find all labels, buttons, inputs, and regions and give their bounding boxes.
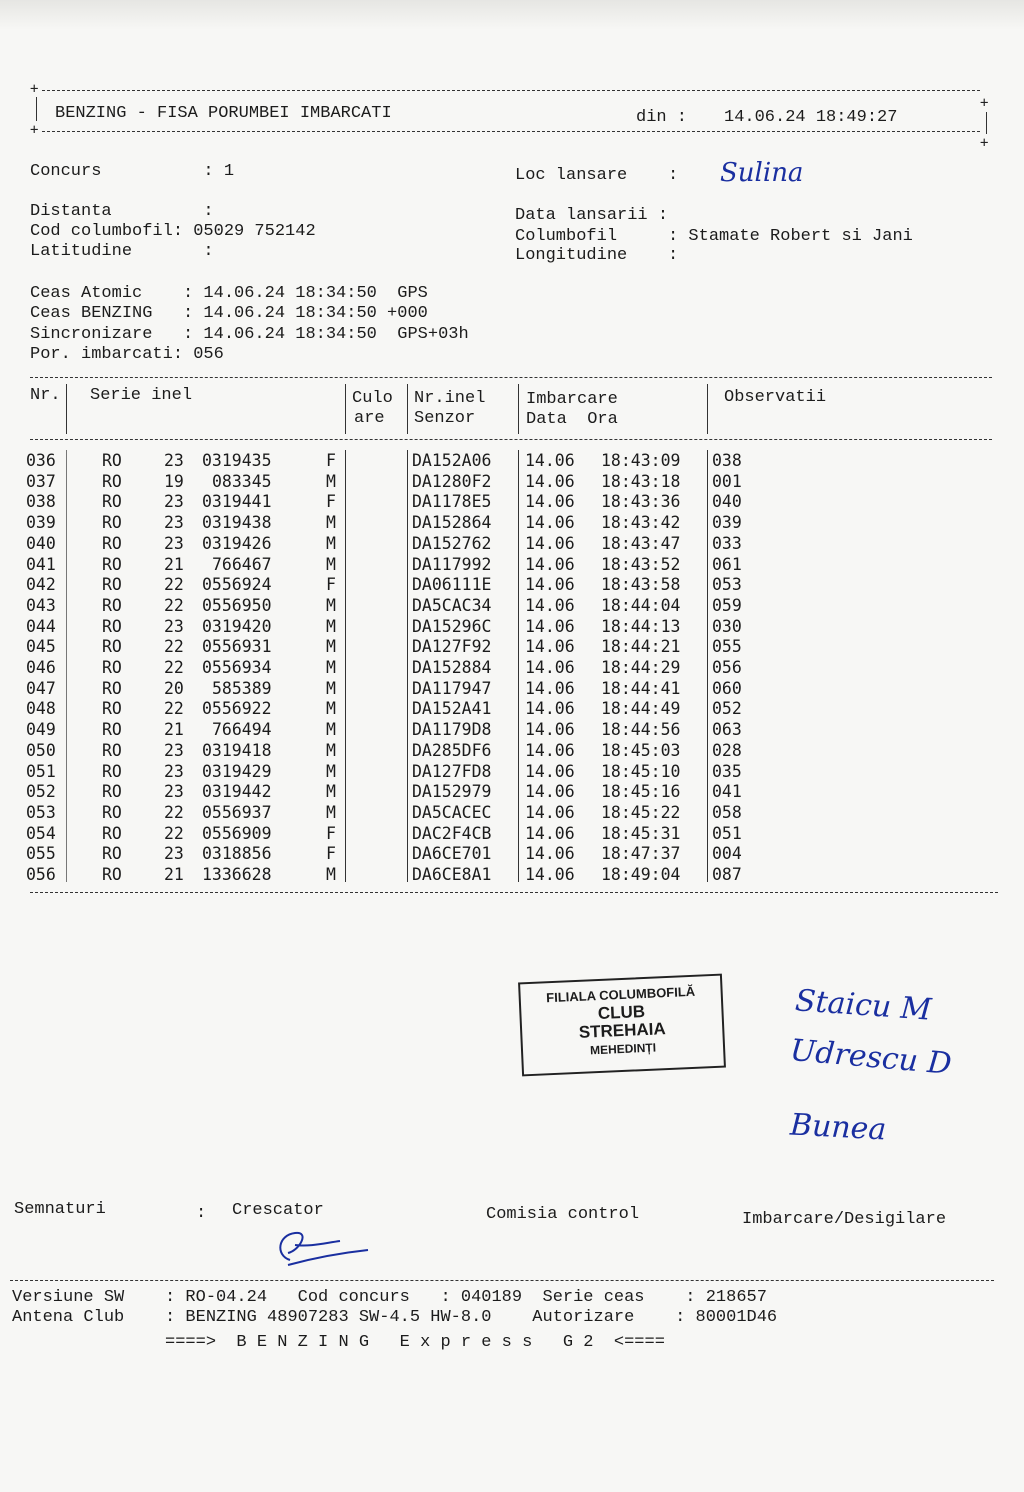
table-row	[0, 720, 1024, 740]
row-sex: M	[326, 720, 336, 740]
table-row	[0, 658, 1024, 678]
row-sensor-ring: DA127F92	[412, 637, 492, 657]
stamp-line-2: CLUB	[597, 1001, 646, 1024]
row-observation: 059	[712, 595, 742, 615]
table-row	[0, 617, 1024, 637]
table-row	[0, 844, 1024, 864]
row-boarding-time: 18:45:03	[601, 740, 681, 760]
row-year: 22	[164, 658, 184, 677]
ceas-benzing-field: Ceas BENZING : 14.06.24 18:34:50 +000	[30, 304, 428, 323]
row-ring-number: 0319441	[202, 492, 272, 512]
row-ring-number: 0556931	[202, 637, 272, 657]
row-boarding-date: 14.06	[525, 658, 575, 677]
row-country: RO	[102, 637, 122, 657]
row-sex: M	[326, 513, 336, 533]
row-country: RO	[102, 865, 122, 884]
row-country: RO	[102, 575, 122, 595]
row-nr: 053	[26, 802, 56, 822]
row-boarding-date: 14.06	[525, 823, 575, 843]
row-ring-number: 0319420	[202, 616, 272, 636]
row-observation: 039	[712, 513, 742, 533]
row-ring-number: 0556950	[202, 595, 272, 615]
latitudine-field: Latitudine :	[30, 242, 214, 261]
col-nrinel-header-2: Senzor	[414, 409, 476, 428]
row-sensor-ring: DA152A41	[412, 699, 492, 719]
row-sensor-ring: DA285DF6	[412, 740, 492, 760]
row-sex: M	[326, 740, 336, 760]
row-sensor-ring: DAC2F4CB	[412, 823, 492, 843]
table-row	[0, 555, 1024, 575]
por-imbarcati-field: Por. imbarcati: 056	[30, 345, 224, 364]
stamp-line-3: STREHAIA	[578, 1019, 667, 1042]
table-row	[0, 762, 1024, 782]
row-nr: 043	[26, 595, 56, 615]
ceas-atomic-field: Ceas Atomic : 14.06.24 18:34:50 GPS	[30, 284, 428, 303]
table-row	[0, 699, 1024, 719]
row-nr: 045	[26, 637, 56, 657]
distanta-field: Distanta :	[30, 202, 214, 221]
row-year: 23	[164, 513, 184, 533]
loc-lansare-label: Loc lansare :	[515, 166, 679, 185]
row-sensor-ring: DA15296C	[412, 616, 492, 636]
col-nr-header: Nr.	[30, 386, 61, 405]
concurs-field: Concurs : 1	[30, 162, 235, 181]
row-sensor-ring: DA152762	[412, 533, 492, 553]
row-sensor-ring: DA127FD8	[412, 761, 492, 781]
row-boarding-time: 18:44:04	[601, 595, 681, 615]
row-nr: 048	[26, 699, 56, 719]
row-sensor-ring: DA152864	[412, 513, 492, 533]
row-sex: M	[326, 699, 336, 719]
row-boarding-date: 14.06	[525, 740, 575, 760]
row-boarding-date: 14.06	[525, 844, 575, 864]
signature-udrescu: Udrescu D	[788, 1033, 953, 1082]
row-nr: 041	[26, 554, 56, 574]
row-boarding-time: 18:43:09	[601, 451, 681, 470]
row-observation: 087	[712, 865, 742, 884]
row-country: RO	[102, 595, 122, 615]
row-nr: 054	[26, 823, 56, 843]
row-ring-number: 1336628	[202, 865, 272, 884]
row-boarding-time: 18:49:04	[601, 865, 681, 884]
row-sensor-ring: DA5CAC34	[412, 595, 492, 615]
row-nr: 037	[26, 471, 56, 491]
row-observation: 030	[712, 616, 742, 636]
row-ring-number: 766494	[212, 720, 272, 740]
row-boarding-time: 18:47:37	[601, 844, 681, 864]
row-ring-number: 0319435	[202, 451, 272, 470]
row-ring-number: 0319438	[202, 513, 272, 533]
crescator-label: Crescator	[232, 1201, 324, 1220]
col-imbarcare-header-1: Imbarcare	[526, 390, 618, 409]
date-label: din :	[636, 108, 688, 127]
row-ring-number: 0556937	[202, 802, 272, 822]
row-nr: 056	[26, 865, 56, 884]
row-year: 22	[164, 802, 184, 822]
page-title: BENZING - FISA PORUMBEI IMBARCATI	[55, 104, 392, 123]
row-sex: F	[326, 823, 336, 843]
row-boarding-time: 18:43:58	[601, 575, 681, 595]
row-boarding-date: 14.06	[525, 699, 575, 719]
row-boarding-date: 14.06	[525, 720, 575, 740]
print-date: 14.06.24 18:49:27	[724, 108, 898, 127]
table-row	[0, 596, 1024, 616]
row-sex: M	[326, 865, 336, 884]
row-nr: 055	[26, 844, 56, 864]
row-sex: M	[326, 658, 336, 677]
row-country: RO	[102, 802, 122, 822]
stamp-line-1: FILIALA COLUMBOFILĂ	[545, 983, 696, 1006]
row-ring-number: 0319442	[202, 782, 272, 802]
row-year: 19	[164, 471, 184, 491]
table-row	[0, 472, 1024, 492]
row-sex: F	[326, 575, 336, 595]
row-observation: 035	[712, 761, 742, 781]
row-year: 23	[164, 761, 184, 781]
row-boarding-date: 14.06	[525, 761, 575, 781]
row-boarding-date: 14.06	[525, 471, 575, 491]
row-nr: 047	[26, 678, 56, 698]
col-culoare-header-2: are	[354, 409, 385, 428]
comisia-label: Comisia control	[486, 1205, 640, 1224]
row-observation: 058	[712, 802, 742, 822]
row-country: RO	[102, 782, 122, 802]
row-observation: 053	[712, 575, 742, 595]
row-year: 23	[164, 782, 184, 802]
row-boarding-date: 14.06	[525, 492, 575, 512]
row-year: 20	[164, 678, 184, 698]
row-ring-number: 083345	[212, 471, 272, 491]
table-row	[0, 637, 1024, 657]
row-nr: 036	[26, 451, 56, 470]
col-culoare-header-1: Culo	[352, 389, 393, 408]
row-country: RO	[102, 761, 122, 781]
row-boarding-date: 14.06	[525, 533, 575, 553]
row-country: RO	[102, 658, 122, 677]
row-sex: M	[326, 782, 336, 802]
longitudine-field: Longitudine :	[515, 246, 679, 265]
row-country: RO	[102, 492, 122, 512]
row-boarding-date: 14.06	[525, 595, 575, 615]
table-row	[0, 782, 1024, 802]
row-boarding-date: 14.06	[525, 554, 575, 574]
row-country: RO	[102, 616, 122, 636]
crescator-signature	[270, 1215, 380, 1275]
table-row	[0, 803, 1024, 823]
row-nr: 051	[26, 761, 56, 781]
row-boarding-time: 18:45:16	[601, 782, 681, 802]
row-boarding-date: 14.06	[525, 865, 575, 884]
row-observation: 038	[712, 451, 742, 470]
table-row	[0, 451, 1024, 471]
footer-antena: Antena Club : BENZING 48907283 SW-4.5 HW-8.0 Autorizare : 80001D46	[12, 1308, 778, 1327]
row-ring-number: 0319426	[202, 533, 272, 553]
row-sensor-ring: DA117947	[412, 678, 492, 698]
row-sensor-ring: DA1280F2	[412, 471, 492, 491]
data-lansarii-field: Data lansarii :	[515, 206, 669, 225]
row-sex: F	[326, 844, 336, 864]
row-boarding-time: 18:43:18	[601, 471, 681, 491]
row-boarding-date: 14.06	[525, 616, 575, 636]
row-ring-number: 766467	[212, 554, 272, 574]
row-country: RO	[102, 740, 122, 760]
row-boarding-time: 18:45:31	[601, 823, 681, 843]
row-sensor-ring: DA152A06	[412, 451, 492, 470]
row-boarding-time: 18:44:41	[601, 678, 681, 698]
club-stamp	[518, 974, 726, 1077]
row-ring-number: 0556934	[202, 658, 272, 677]
imbarcare-desigilare-label: Imbarcare/Desigilare	[742, 1210, 947, 1229]
sincronizare-field: Sincronizare : 14.06.24 18:34:50 GPS+03h	[30, 325, 469, 344]
row-sex: M	[326, 637, 336, 657]
row-boarding-date: 14.06	[525, 678, 575, 698]
row-year: 23	[164, 451, 184, 470]
row-boarding-time: 18:44:56	[601, 720, 681, 740]
row-ring-number: 0556909	[202, 823, 272, 843]
row-year: 23	[164, 616, 184, 636]
row-observation: 061	[712, 554, 742, 574]
row-country: RO	[102, 678, 122, 698]
row-country: RO	[102, 451, 122, 470]
row-boarding-time: 18:44:29	[601, 658, 681, 677]
row-sex: F	[326, 492, 336, 512]
row-sex: M	[326, 554, 336, 574]
table-row	[0, 741, 1024, 761]
semnaturi-colon: :	[196, 1204, 207, 1223]
row-country: RO	[102, 554, 122, 574]
row-sex: F	[326, 451, 336, 470]
semnaturi-label: Semnaturi	[14, 1200, 106, 1219]
row-year: 23	[164, 844, 184, 864]
row-country: RO	[102, 533, 122, 553]
row-sex: M	[326, 802, 336, 822]
row-sex: M	[326, 678, 336, 698]
table-row	[0, 679, 1024, 699]
row-year: 22	[164, 823, 184, 843]
row-sensor-ring: DA5CACEC	[412, 802, 492, 822]
row-year: 21	[164, 720, 184, 740]
row-sensor-ring: DA6CE701	[412, 844, 492, 864]
row-sex: M	[326, 616, 336, 636]
row-observation: 004	[712, 844, 742, 864]
row-year: 22	[164, 637, 184, 657]
row-ring-number: 0556922	[202, 699, 272, 719]
row-observation: 040	[712, 492, 742, 512]
row-sensor-ring: DA152884	[412, 658, 492, 677]
row-nr: 039	[26, 513, 56, 533]
row-sex: M	[326, 471, 336, 491]
row-sex: M	[326, 761, 336, 781]
col-imbarcare-header-2: Data Ora	[526, 410, 618, 429]
row-observation: 028	[712, 740, 742, 760]
row-ring-number: 0556924	[202, 575, 272, 595]
row-sensor-ring: DA06111E	[412, 575, 492, 595]
row-observation: 033	[712, 533, 742, 553]
row-ring-number: 585389	[212, 678, 272, 698]
row-nr: 046	[26, 658, 56, 677]
row-nr: 052	[26, 782, 56, 802]
row-nr: 038	[26, 492, 56, 512]
col-observatii-header: Observatii	[724, 388, 827, 407]
row-sex: M	[326, 595, 336, 615]
col-serie-header: Serie inel	[90, 386, 193, 405]
row-observation: 060	[712, 678, 742, 698]
row-observation: 001	[712, 471, 742, 491]
row-boarding-time: 18:45:10	[601, 761, 681, 781]
row-ring-number: 0319429	[202, 761, 272, 781]
row-observation: 063	[712, 720, 742, 740]
row-observation: 056	[712, 658, 742, 677]
table-row	[0, 865, 1024, 885]
row-nr: 049	[26, 720, 56, 740]
row-country: RO	[102, 720, 122, 740]
footer-express: ====> B E N Z I N G E x p r e s s G 2 <====	[12, 1333, 665, 1352]
row-boarding-date: 14.06	[525, 575, 575, 595]
scan-edge	[0, 0, 1024, 30]
row-boarding-time: 18:44:49	[601, 699, 681, 719]
table-row	[0, 492, 1024, 512]
stamp-line-4: MEHEDINȚI	[589, 1040, 657, 1058]
row-boarding-time: 18:43:36	[601, 492, 681, 512]
table-row	[0, 575, 1024, 595]
cod-columbofil-field: Cod columbofil: 05029 752142	[30, 222, 316, 241]
row-year: 21	[164, 554, 184, 574]
row-boarding-time: 18:44:21	[601, 637, 681, 657]
row-boarding-date: 14.06	[525, 802, 575, 822]
table-row	[0, 534, 1024, 554]
row-nr: 050	[26, 740, 56, 760]
row-boarding-time: 18:45:22	[601, 802, 681, 822]
row-ring-number: 0319418	[202, 740, 272, 760]
row-year: 23	[164, 492, 184, 512]
row-year: 21	[164, 865, 184, 884]
row-observation: 051	[712, 823, 742, 843]
row-observation: 055	[712, 637, 742, 657]
row-boarding-date: 14.06	[525, 451, 575, 470]
row-sensor-ring: DA152979	[412, 782, 492, 802]
row-sensor-ring: DA1178E5	[412, 492, 492, 512]
signature-bunea: Bunea	[789, 1107, 888, 1148]
loc-lansare-handwritten: Sulina	[720, 158, 804, 188]
table-row	[0, 513, 1024, 533]
table-row	[0, 824, 1024, 844]
row-country: RO	[102, 699, 122, 719]
row-ring-number: 0318856	[202, 844, 272, 864]
row-boarding-time: 18:43:52	[601, 554, 681, 574]
row-nr: 040	[26, 533, 56, 553]
columbofil-field: Columbofil : Stamate Robert si Jani	[515, 227, 913, 246]
col-nrinel-header-1: Nr.inel	[414, 389, 486, 408]
row-observation: 052	[712, 699, 742, 719]
row-boarding-time: 18:43:47	[601, 533, 681, 553]
row-year: 22	[164, 699, 184, 719]
row-country: RO	[102, 823, 122, 843]
row-sensor-ring: DA6CE8A1	[412, 865, 492, 884]
row-country: RO	[102, 844, 122, 864]
row-year: 23	[164, 740, 184, 760]
row-nr: 044	[26, 616, 56, 636]
row-boarding-date: 14.06	[525, 513, 575, 533]
row-year: 23	[164, 533, 184, 553]
row-observation: 041	[712, 782, 742, 802]
row-boarding-time: 18:43:42	[601, 513, 681, 533]
footer-versiune: Versiune SW : RO-04.24 Cod concurs : 040189 Serie ceas : 218657	[12, 1288, 767, 1307]
row-year: 22	[164, 575, 184, 595]
row-country: RO	[102, 513, 122, 533]
row-boarding-date: 14.06	[525, 782, 575, 802]
row-sex: M	[326, 533, 336, 553]
row-year: 22	[164, 595, 184, 615]
row-sensor-ring: DA117992	[412, 554, 492, 574]
row-sensor-ring: DA1179D8	[412, 720, 492, 740]
row-nr: 042	[26, 575, 56, 595]
row-country: RO	[102, 471, 122, 491]
signature-staicu: Staicu M	[793, 983, 933, 1028]
row-boarding-time: 18:44:13	[601, 616, 681, 636]
row-boarding-date: 14.06	[525, 637, 575, 657]
